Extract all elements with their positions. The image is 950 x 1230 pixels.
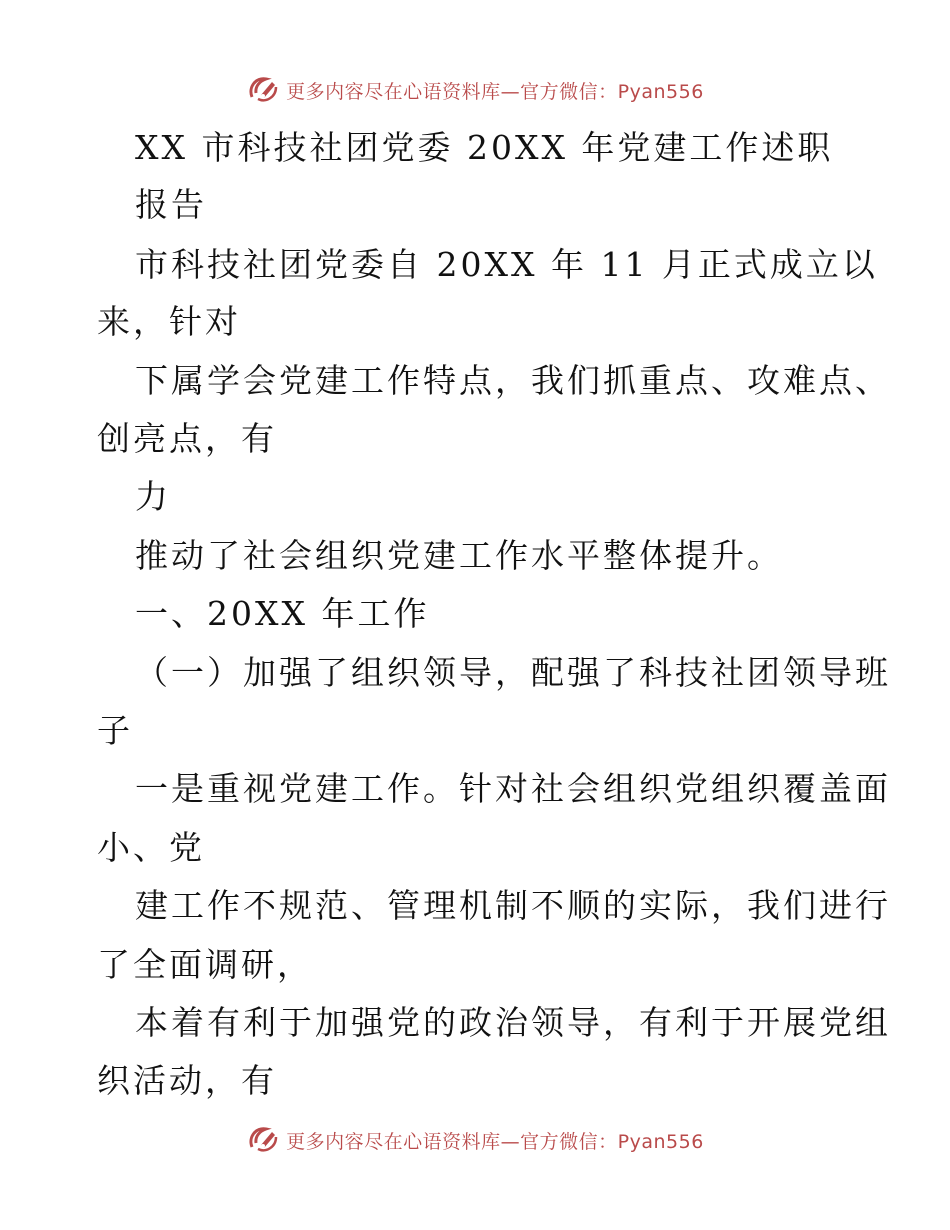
header-watermark (0, 70, 950, 110)
subsection-heading: （一）加强了组织领导，配强了科技社团领导班 (135, 653, 891, 692)
paragraph-line: 了全面调研， (97, 945, 313, 984)
paragraph-line: 下属学会党建工作特点，我们抓重点、攻难点、 (135, 361, 891, 400)
watermark-text: 更多内容尽在心语资料库—官方微信：Pyan556 (286, 80, 704, 103)
paragraph-line: 来，针对 (97, 302, 241, 341)
paragraph-line: 一是重视党建工作。针对社会组织党组织覆盖面 (135, 769, 891, 808)
paragraph-line: 创亮点，有 (97, 419, 277, 458)
paragraph-line: 力 (135, 477, 171, 516)
paragraph-line: 推动了社会组织党建工作水平整体提升。 (135, 536, 783, 575)
paragraph-line: 织活动，有 (97, 1061, 277, 1100)
pen-nib-swirl-icon (246, 73, 280, 107)
footer-watermark (0, 1120, 950, 1160)
paragraph-line: 小、党 (97, 828, 205, 867)
pen-nib-swirl-icon (246, 1123, 280, 1157)
doc-title-line-2: 报告 (135, 185, 207, 224)
paragraph-line: 子 (97, 711, 133, 750)
paragraph-line: 市科技社团党委自 20XX 年 11 月正式成立以 (135, 245, 878, 284)
section-heading: 一、20XX 年工作 (135, 594, 430, 633)
watermark-text: 更多内容尽在心语资料库—官方微信：Pyan556 (286, 1130, 704, 1153)
doc-title-line-1: XX 市科技社团党委 20XX 年党建工作述职 (135, 128, 834, 167)
paragraph-line: 本着有利于加强党的政治领导，有利于开展党组 (135, 1003, 891, 1042)
paragraph-line: 建工作不规范、管理机制不顺的实际，我们进行 (135, 886, 891, 925)
